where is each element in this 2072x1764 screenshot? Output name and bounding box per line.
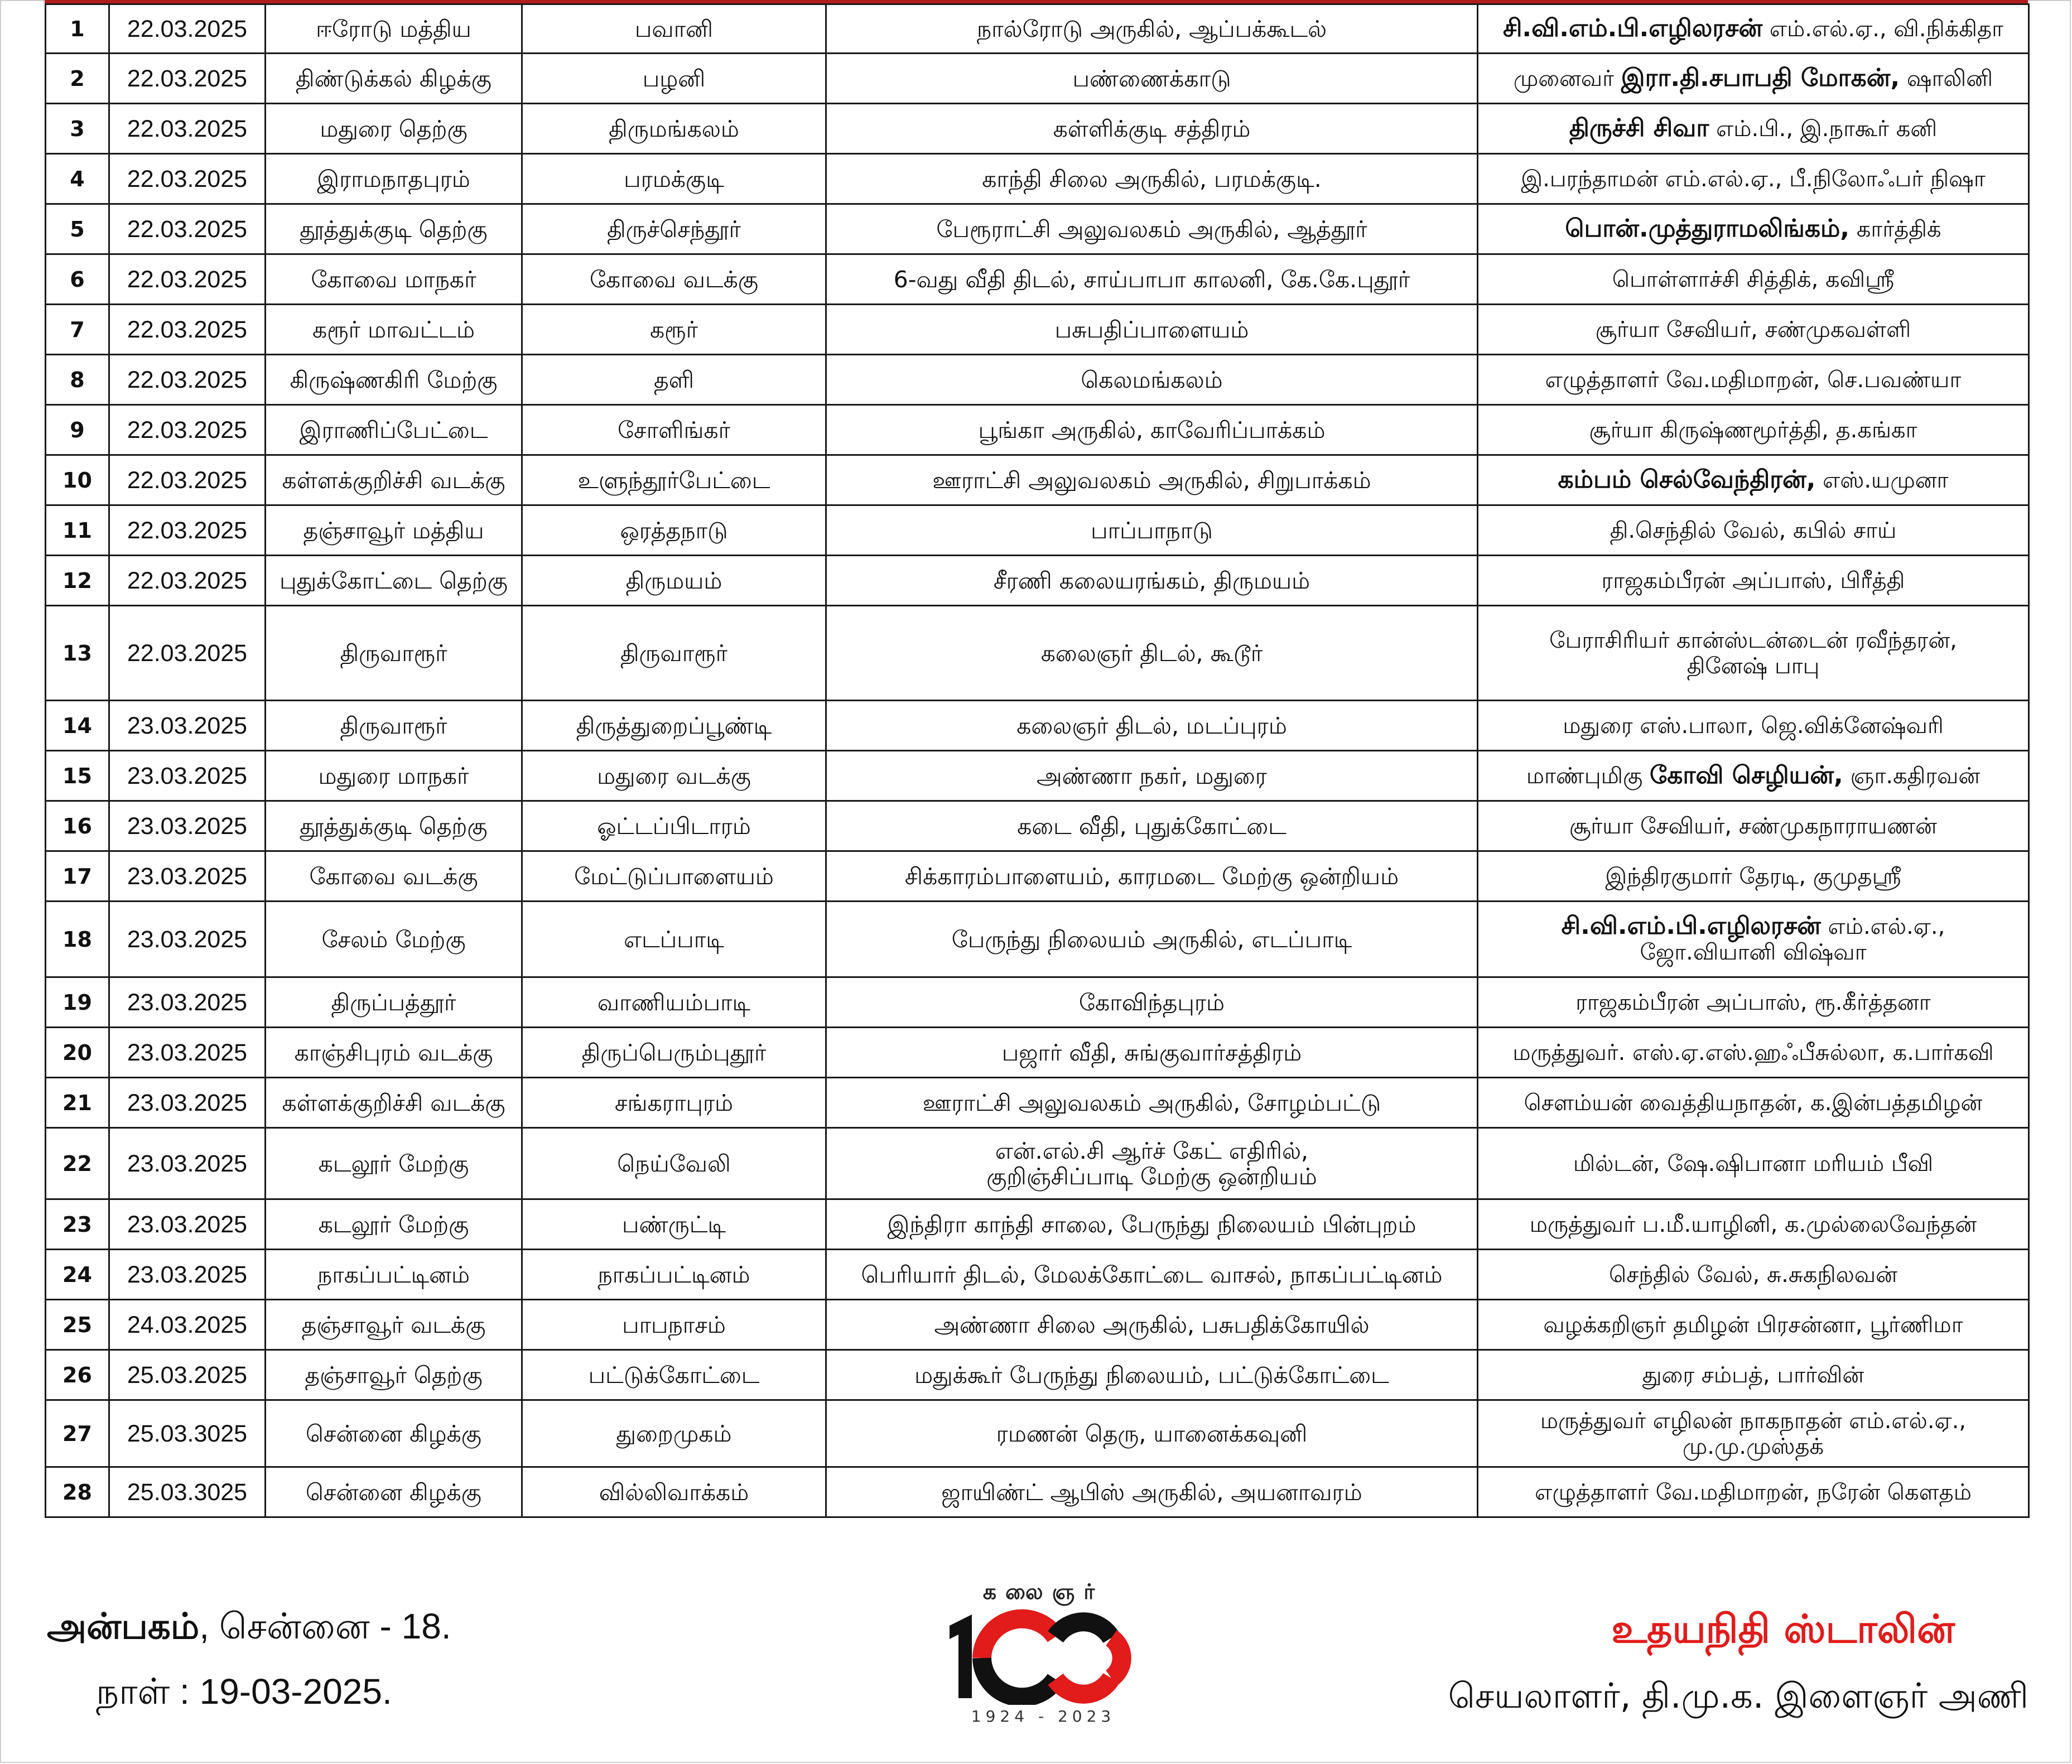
row-date: 23.03.2025 (109, 1078, 266, 1128)
speaker-text: பொள்ளாச்சி சித்திக், கவிஸ்ரீ (1612, 266, 1895, 292)
footer-date: நாள் : 19-03-2025. (96, 1671, 392, 1712)
row-date: 24.03.2025 (109, 1300, 266, 1350)
row-number: 27 (46, 1400, 109, 1467)
row-date: 25.03.2025 (109, 1350, 266, 1400)
row-district: மதுரை தெற்கு (266, 104, 522, 154)
row-number: 17 (46, 851, 109, 902)
row-number: 1 (46, 4, 109, 54)
speaker-text: மில்டன், ஷே.ஷிபானா மரியம் பீவி (1573, 1150, 1934, 1177)
row-venue: பாப்பாநாடு (826, 505, 1478, 556)
row-venue: 6-வது வீதி திடல், சாய்பாபா காலனி, கே.கே.புதூர் (826, 254, 1478, 305)
table-row (46, 54, 2029, 104)
row-district: கடலூர் மேற்கு (266, 1128, 522, 1199)
logo-years: 1924 - 2023 (971, 1707, 1116, 1726)
row-number: 22 (46, 1128, 109, 1199)
table-row (46, 204, 2029, 254)
row-constituency: கோவை வடக்கு (522, 254, 826, 305)
row-venue: என்.எல்.சி ஆர்ச் கேட் எதிரில், குறிஞ்சிப்பாடி மேற்கு ஒன்றியம் (826, 1128, 1478, 1199)
row-district: தஞ்சாவூர் வடக்கு (266, 1300, 522, 1350)
table-row (46, 977, 2029, 1028)
row-date: 23.03.2025 (109, 977, 266, 1028)
row-constituency: வில்லிவாக்கம் (522, 1467, 826, 1517)
speaker-text: எம்.எல்.ஏ., ஜோ.வியானி விஷ்வா (1640, 914, 1945, 965)
speaker-highlight: சி.வி.எம்.பி.எழிலரசன் (1502, 14, 1763, 42)
row-date: 23.03.2025 (109, 701, 266, 751)
row-venue: கோவிந்தபுரம் (826, 977, 1478, 1028)
speaker-text: எழுத்தாளர் வே.மதிமாறன், செ.பவண்யா (1545, 367, 1962, 393)
row-constituency: தளி (522, 355, 826, 405)
speaker-text: ஞா.கதிரவன் (1843, 763, 1981, 789)
row-speakers (1478, 54, 2029, 104)
table-row (46, 1028, 2029, 1078)
row-date: 22.03.2025 (109, 355, 266, 405)
footer-address (47, 1604, 451, 1649)
speaker-prefix: மாண்புமிகு (1526, 763, 1650, 789)
row-venue: கலைஞர் திடல், மடப்புரம் (826, 701, 1478, 751)
table-row (46, 1250, 2029, 1300)
schedule-table-body (46, 4, 2029, 1517)
row-constituency: பவானி (522, 4, 826, 54)
speaker-text: சூர்யா சேவியர், சண்முகநாராயணன் (1569, 813, 1937, 839)
row-number: 11 (46, 505, 109, 556)
row-number: 7 (46, 305, 109, 355)
row-district: தூத்துக்குடி தெற்கு (266, 801, 522, 851)
row-speakers (1478, 801, 2029, 851)
row-district: திருப்பத்தூர் (266, 977, 522, 1028)
speaker-highlight: திருச்சி சிவா (1569, 114, 1709, 142)
row-date: 22.03.2025 (109, 154, 266, 204)
row-speakers (1478, 505, 2029, 556)
row-number: 10 (46, 455, 109, 505)
row-speakers (1478, 254, 2029, 305)
row-number: 21 (46, 1078, 109, 1128)
row-number: 4 (46, 154, 109, 204)
row-venue: பேரூராட்சி அலுவலகம் அருகில், ஆத்தூர் (826, 204, 1478, 254)
row-venue: நால்ரோடு அருகில், ஆப்பக்கூடல் (826, 4, 1478, 54)
row-date: 22.03.2025 (109, 556, 266, 606)
row-constituency: நெய்வேலி (522, 1128, 826, 1199)
table-row (46, 355, 2029, 405)
row-number: 20 (46, 1028, 109, 1078)
row-district: கோவை வடக்கு (266, 851, 522, 902)
row-constituency: திருமங்கலம் (522, 104, 826, 154)
row-speakers (1478, 1400, 2029, 1467)
table-row (46, 254, 2029, 305)
row-constituency: கரூர் (522, 305, 826, 355)
speaker-text: இ.பரந்தாமன் எம்.எல்.ஏ., பீ.நிலோஃபர் நிஷா (1521, 166, 1986, 192)
row-date: 22.03.2025 (109, 606, 266, 701)
row-number: 23 (46, 1199, 109, 1250)
row-district: மதுரை மாநகர் (266, 751, 522, 801)
table-row (46, 1128, 2029, 1199)
table-row (46, 1300, 2029, 1350)
row-district: ஈரோடு மத்திய (266, 4, 522, 54)
table-row (46, 154, 2029, 204)
row-district: கள்ளக்குறிச்சி வடக்கு (266, 1078, 522, 1128)
table-row (46, 751, 2029, 801)
row-number: 13 (46, 606, 109, 701)
row-date: 22.03.2025 (109, 104, 266, 154)
row-speakers (1478, 305, 2029, 355)
row-speakers (1478, 751, 2029, 801)
row-date: 22.03.2025 (109, 455, 266, 505)
row-venue: ஊராட்சி அலுவலகம் அருகில், சிறுபாக்கம் (826, 455, 1478, 505)
row-speakers (1478, 977, 2029, 1028)
row-constituency: பழனி (522, 54, 826, 104)
row-venue: ஜாயிண்ட் ஆபிஸ் அருகில், அயனாவரம் (826, 1467, 1478, 1517)
row-venue: இந்திரா காந்தி சாலை, பேருந்து நிலையம் பின்புறம் (826, 1199, 1478, 1250)
row-date: 22.03.2025 (109, 305, 266, 355)
row-venue: கள்ளிக்குடி சத்திரம் (826, 104, 1478, 154)
row-speakers (1478, 606, 2029, 701)
row-date: 22.03.2025 (109, 204, 266, 254)
speaker-highlight: கம்பம் செல்வேந்திரன், (1558, 465, 1816, 494)
meeting-schedule-table (45, 3, 2030, 1518)
table-row (46, 104, 2029, 154)
table-row (46, 1078, 2029, 1128)
table-row (46, 902, 2029, 977)
row-venue: அண்ணா சிலை அருகில், பசுபதிக்கோயில் (826, 1300, 1478, 1350)
row-district: சென்னை கிழக்கு (266, 1467, 522, 1517)
row-speakers (1478, 701, 2029, 751)
row-venue: அண்ணா நகர், மதுரை (826, 751, 1478, 801)
speaker-text: எம்.பி., இ.நாகூர் கனி (1709, 116, 1938, 142)
row-constituency: பட்டுக்கோட்டை (522, 1350, 826, 1400)
row-constituency: பண்ருட்டி (522, 1199, 826, 1250)
table-row (46, 1350, 2029, 1400)
row-venue: பெரியார் திடல், மேலக்கோட்டை வாசல், நாகப்பட்டினம் (826, 1250, 1478, 1300)
row-venue: காந்தி சிலை அருகில், பரமக்குடி. (826, 154, 1478, 204)
row-speakers (1478, 1467, 2029, 1517)
row-venue: பஜார் வீதி, சுங்குவார்சத்திரம் (826, 1028, 1478, 1078)
row-venue: ரமணன் தெரு, யானைக்கவுனி (826, 1400, 1478, 1467)
table-row (46, 4, 2029, 54)
row-district: கரூர் மாவட்டம் (266, 305, 522, 355)
row-number: 24 (46, 1250, 109, 1300)
row-date: 23.03.2025 (109, 902, 266, 977)
row-speakers (1478, 204, 2029, 254)
row-speakers (1478, 1199, 2029, 1250)
row-constituency: பாபநாசம் (522, 1300, 826, 1350)
speaker-highlight: இரா.தி.சபாபதி மோகன், (1621, 64, 1900, 92)
table-row (46, 305, 2029, 355)
table-row (46, 1400, 2029, 1467)
row-constituency: திருமயம் (522, 556, 826, 606)
row-number: 16 (46, 801, 109, 851)
logo-100-mark (937, 1604, 1149, 1705)
speaker-text: மருத்துவர் எழிலன் நாகநாதன் எம்.எல்.ஏ., மு.மு.முஸ்தக் (1540, 1408, 1967, 1459)
row-venue: சீரணி கலையரங்கம், திருமயம் (826, 556, 1478, 606)
row-constituency: பரமக்குடி (522, 154, 826, 204)
row-number: 28 (46, 1467, 109, 1517)
row-speakers (1478, 405, 2029, 455)
row-date: 23.03.2025 (109, 801, 266, 851)
row-district: திண்டுக்கல் கிழக்கு (266, 54, 522, 104)
row-date: 22.03.2025 (109, 4, 266, 54)
speaker-text: எம்.எல்.ஏ., வி.நிக்கிதா (1762, 16, 2004, 42)
row-district: இராமநாதபுரம் (266, 154, 522, 204)
row-venue: கடை வீதி, புதுக்கோட்டை (826, 801, 1478, 851)
row-constituency: வாணியம்பாடி (522, 977, 826, 1028)
speaker-text: கார்த்திக் (1849, 216, 1941, 242)
row-constituency: துறைமுகம் (522, 1400, 826, 1467)
row-speakers (1478, 104, 2029, 154)
speaker-text: இந்திரகுமார் தேரடி, குமுதஸ்ரீ (1605, 863, 1901, 889)
logo-top-text: கலைஞர் (982, 1579, 1104, 1604)
row-district: திருவாரூர் (266, 606, 522, 701)
row-number: 2 (46, 54, 109, 104)
kalaignar-100-logo (937, 1579, 1149, 1735)
speaker-text: எழுத்தாளர் வே.மதிமாறன், நரேன் கௌதம் (1535, 1479, 1972, 1505)
row-district: காஞ்சிபுரம் வடக்கு (266, 1028, 522, 1078)
row-speakers (1478, 355, 2029, 405)
speaker-highlight: சி.வி.எம்.பி.எழிலரசன் (1561, 912, 1821, 940)
address-rest: , சென்னை - 18. (199, 1606, 451, 1646)
table-row (46, 405, 2029, 455)
row-constituency: திருத்துறைப்பூண்டி (522, 701, 826, 751)
row-district: கோவை மாநகர் (266, 254, 522, 305)
speaker-highlight: பொன்.முத்துராமலிங்கம், (1565, 214, 1850, 243)
speaker-text: வழக்கறிஞர் தமிழன் பிரசன்னா, பூர்ணிமா (1543, 1312, 1963, 1338)
speaker-text: தி.செந்தில் வேல், கபில் சாய் (1610, 517, 1897, 543)
row-district: தூத்துக்குடி தெற்கு (266, 204, 522, 254)
table-row (46, 801, 2029, 851)
speaker-text: ராஜகம்பீரன் அப்பாஸ், ரூ.கீர்த்தனா (1575, 989, 1931, 1015)
row-district: சேலம் மேற்கு (266, 902, 522, 977)
speaker-text: செந்தில் வேல், சு.சுகநிலவன் (1609, 1261, 1897, 1288)
table-row (46, 851, 2029, 902)
row-speakers (1478, 851, 2029, 902)
row-date: 23.03.2025 (109, 1028, 266, 1078)
row-date: 23.03.2025 (109, 1250, 266, 1300)
row-number: 19 (46, 977, 109, 1028)
speaker-text: சூர்யா சேவியர், சண்முகவள்ளி (1595, 316, 1911, 343)
table-row (46, 606, 2029, 701)
signatory-title: செயலாளர், தி.மு.க. இளைஞர் அணி (1448, 1675, 2028, 1716)
row-date: 23.03.2025 (109, 851, 266, 902)
row-speakers (1478, 4, 2029, 54)
row-speakers (1478, 1350, 2029, 1400)
row-venue: மதுக்கூர் பேருந்து நிலையம், பட்டுக்கோட்டை (826, 1350, 1478, 1400)
row-constituency: ஓட்டப்பிடாரம் (522, 801, 826, 851)
row-venue: கலைஞர் திடல், கூடூர் (826, 606, 1478, 701)
row-speakers (1478, 154, 2029, 204)
table-row (46, 556, 2029, 606)
row-district: தஞ்சாவூர் தெற்கு (266, 1350, 522, 1400)
row-venue: பேருந்து நிலையம் அருகில், எடப்பாடி (826, 902, 1478, 977)
row-speakers (1478, 1300, 2029, 1350)
row-date: 22.03.2025 (109, 505, 266, 556)
row-district: இராணிப்பேட்டை (266, 405, 522, 455)
speaker-text: துரை சம்பத், பார்வின் (1642, 1362, 1864, 1388)
row-speakers (1478, 556, 2029, 606)
row-date: 25.03.3025 (109, 1400, 266, 1467)
row-speakers (1478, 455, 2029, 505)
row-constituency: நாகப்பட்டினம் (522, 1250, 826, 1300)
speaker-text: மருத்துவர். எஸ்.ஏ.எஸ்.ஹஃபீசுல்லா, க.பார்கவி (1512, 1039, 1994, 1066)
row-constituency: திருப்பெரும்புதூர் (522, 1028, 826, 1078)
row-venue: ஊராட்சி அலுவலகம் அருகில், சோழம்பட்டு (826, 1078, 1478, 1128)
speaker-highlight: கோவி செழியன், (1649, 761, 1843, 789)
row-constituency: ஒரத்தநாடு (522, 505, 826, 556)
row-venue: கெலமங்கலம் (826, 355, 1478, 405)
row-constituency: திருச்செந்தூர் (522, 204, 826, 254)
speaker-text: மருத்துவர் ப.மீ.யாழினி, க.முல்லைவேந்தன் (1529, 1211, 1977, 1237)
row-venue: சிக்காரம்பாளையம், காரமடை மேற்கு ஒன்றியம் (826, 851, 1478, 902)
row-venue: பசுபதிப்பாளையம் (826, 305, 1478, 355)
table-row (46, 505, 2029, 556)
row-constituency: எடப்பாடி (522, 902, 826, 977)
speaker-text: பேராசிரியர் கான்ஸ்டன்டைன் ரவீந்தரன், தினேஷ் பாபு (1549, 627, 1957, 679)
row-number: 14 (46, 701, 109, 751)
row-speakers (1478, 1028, 2029, 1078)
row-number: 5 (46, 204, 109, 254)
row-number: 6 (46, 254, 109, 305)
row-venue: பூங்கா அருகில், காவேரிப்பாக்கம் (826, 405, 1478, 455)
row-number: 3 (46, 104, 109, 154)
row-date: 22.03.2025 (109, 405, 266, 455)
row-constituency: திருவாரூர் (522, 606, 826, 701)
table-row (46, 1467, 2029, 1517)
row-constituency: மேட்டுப்பாளையம் (522, 851, 826, 902)
row-speakers (1478, 1078, 2029, 1128)
speaker-text: சூர்யா கிருஷ்ணமூர்த்தி, த.கங்கா (1589, 417, 1917, 443)
table-row (46, 455, 2029, 505)
row-number: 9 (46, 405, 109, 455)
row-number: 8 (46, 355, 109, 405)
row-district: தஞ்சாவூர் மத்திய (266, 505, 522, 556)
table-row (46, 701, 2029, 751)
speaker-text: ராஜகம்பீரன் அப்பாஸ், பிரீத்தி (1601, 567, 1905, 594)
row-date: 23.03.2025 (109, 751, 266, 801)
speaker-prefix: முனைவர் (1513, 66, 1621, 91)
row-district: கடலூர் மேற்கு (266, 1199, 522, 1250)
row-district: கள்ளக்குறிச்சி வடக்கு (266, 455, 522, 505)
row-number: 15 (46, 751, 109, 801)
row-date: 23.03.2025 (109, 1199, 266, 1250)
row-district: புதுக்கோட்டை தெற்கு (266, 556, 522, 606)
row-number: 18 (46, 902, 109, 977)
row-district: சென்னை கிழக்கு (266, 1400, 522, 1467)
row-constituency: மதுரை வடக்கு (522, 751, 826, 801)
speaker-text: ஷாலினி (1900, 66, 1993, 91)
row-venue: பண்ணைக்காடு (826, 54, 1478, 104)
signatory-name: உதயநிதி ஸ்டாலின் (1611, 1606, 1955, 1652)
address-place: அன்பகம் (47, 1606, 200, 1646)
row-date: 23.03.2025 (109, 1128, 266, 1199)
speaker-text: எஸ்.யமுனா (1815, 467, 1949, 493)
row-district: நாகப்பட்டினம் (266, 1250, 522, 1300)
row-speakers (1478, 902, 2029, 977)
row-speakers (1478, 1250, 2029, 1300)
row-number: 25 (46, 1300, 109, 1350)
row-district: திருவாரூர் (266, 701, 522, 751)
row-constituency: உளுந்தூர்பேட்டை (522, 455, 826, 505)
table-row (46, 1199, 2029, 1250)
row-date: 22.03.2025 (109, 254, 266, 305)
row-number: 12 (46, 556, 109, 606)
row-date: 22.03.2025 (109, 54, 266, 104)
row-speakers (1478, 1128, 2029, 1199)
row-constituency: சோளிங்கர் (522, 405, 826, 455)
row-district: கிருஷ்ணகிரி மேற்கு (266, 355, 522, 405)
row-constituency: சங்கராபுரம் (522, 1078, 826, 1128)
speaker-text: சௌம்யன் வைத்தியநாதன், க.இன்பத்தமிழன் (1524, 1090, 1983, 1116)
row-date: 25.03.3025 (109, 1467, 266, 1517)
speaker-text: மதுரை எஸ்.பாலா, ஜெ.விக்னேஷ்வரி (1563, 712, 1944, 739)
row-number: 26 (46, 1350, 109, 1400)
